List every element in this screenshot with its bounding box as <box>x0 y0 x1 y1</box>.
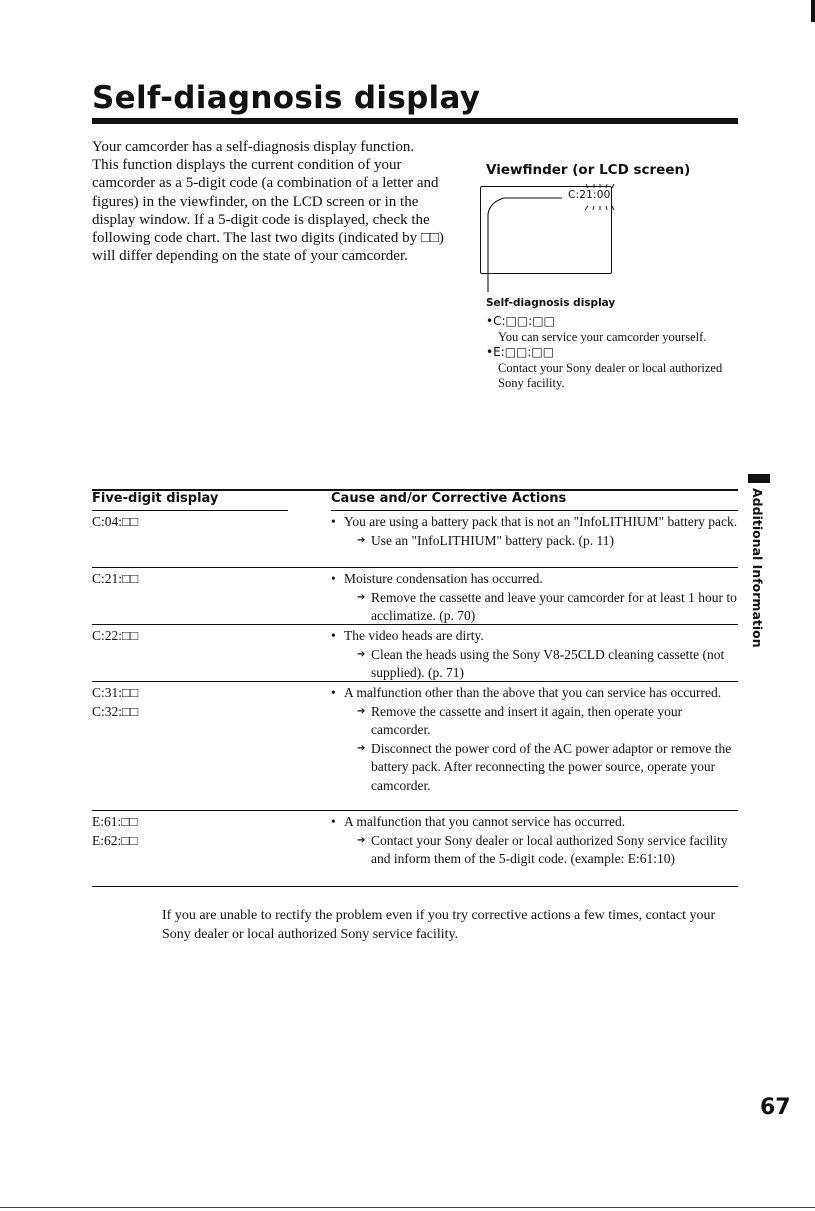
cause-bullet: • A malfunction other than the above that you can service has occurred. <box>331 684 741 703</box>
cause-bullet: • Moisture condensation has occurred. <box>331 570 741 589</box>
table-bottom-rule <box>92 886 738 887</box>
side-tab <box>746 474 772 648</box>
sd-item-code: •E:□□:□□ <box>486 345 555 359</box>
title-rule <box>92 118 738 124</box>
row-code: C:31:□□ <box>92 685 139 700</box>
table-header-display: Five-digit display <box>92 491 219 506</box>
viewfinder-callout-graphic <box>478 184 638 294</box>
row-codes <box>92 627 292 646</box>
viewfinder-heading: Viewfinder (or LCD screen) <box>486 162 691 178</box>
row-rule <box>92 810 738 811</box>
row-code: C:32:□□ <box>92 703 139 719</box>
row-rule <box>92 624 738 625</box>
action-arrow: ➔ Contact your Sony dealer or local authorized Sony service facility and inform them of the 5-digit code. (example: E:61:10) <box>331 832 741 869</box>
page-bottom-edge <box>0 1207 815 1208</box>
action-arrow: ➔ Clean the heads using the Sony V8-25CLD cleaning cassette (not supplied). (p. 71) <box>331 646 741 683</box>
row-code: C:22:□□ <box>92 628 139 643</box>
sd-item-desc: You can service your camcorder yourself. <box>498 329 707 344</box>
table-header-rule-left <box>92 510 288 511</box>
row-code: C:04:□□ <box>92 514 139 529</box>
row-rule <box>92 567 738 568</box>
row-codes <box>92 513 292 532</box>
action-arrow: ➔ Remove the cassette and insert it again, then operate your camcorder. <box>331 703 741 740</box>
page-number: 67 <box>760 1095 791 1120</box>
row-cause <box>331 684 741 795</box>
page-title: Self-diagnosis display <box>92 80 481 116</box>
row-code: C:21:□□ <box>92 571 139 586</box>
action-arrow: ➔ Use an "InfoLITHIUM" battery pack. (p. 11) <box>331 532 741 551</box>
row-cause <box>331 813 741 869</box>
intro-paragraph: Your camcorder has a self-diagnosis display function. This function displays the current condition of your camcorder as a 5-digit code (a combination of a letter and figures) in the viewfinder, on the LCD screen or in the display window. If a 5-digit code is displayed, check the following code chart. The last two digits (indicated by □□) will differ depending on the state of your camcorder. <box>92 139 444 265</box>
row-code: E:62:□□ <box>92 832 138 848</box>
sd-item-code: •C:□□:□□ <box>486 314 555 328</box>
sd-item-desc: Contact your Sony dealer or local authorized Sony facility. <box>498 360 723 390</box>
row-codes <box>92 813 292 850</box>
action-arrow: ➔ Remove the cassette and leave your camcorder for at least 1 hour to acclimatize. (p. 70) <box>331 589 741 626</box>
side-tab-bar <box>748 474 770 483</box>
table-header-rule-right <box>331 510 738 511</box>
row-code: E:61:□□ <box>92 814 138 829</box>
cause-bullet: • The video heads are dirty. <box>331 627 741 646</box>
footer-note: If you are unable to rectify the problem even if you try corrective actions a few times, contact your Sony dealer or local authorized Sony service facility. <box>162 908 716 942</box>
row-codes <box>92 684 292 721</box>
row-codes <box>92 570 292 589</box>
row-cause <box>331 513 741 550</box>
self-diagnosis-list <box>486 314 726 392</box>
table-header-cause: Cause and/or Corrective Actions <box>331 491 567 506</box>
row-rule <box>92 681 738 682</box>
self-diagnosis-label: Self-diagnosis display <box>486 297 616 309</box>
page-edge-mark <box>811 0 815 22</box>
viewfinder-sample-code: C:21:00 <box>568 189 611 201</box>
sd-item <box>486 314 726 345</box>
action-arrow: ➔ Disconnect the power cord of the AC power adaptor or remove the battery pack. After reconnecting the power source, operate your camcorder. <box>331 740 741 796</box>
sd-item <box>486 345 726 392</box>
cause-bullet: • You are using a battery pack that is not an "InfoLITHIUM" battery pack. <box>331 513 741 532</box>
cause-bullet: • A malfunction that you cannot service has occurred. <box>331 813 741 832</box>
row-cause <box>331 627 741 683</box>
side-tab-label: Additional Information <box>750 488 765 648</box>
row-cause <box>331 570 741 626</box>
